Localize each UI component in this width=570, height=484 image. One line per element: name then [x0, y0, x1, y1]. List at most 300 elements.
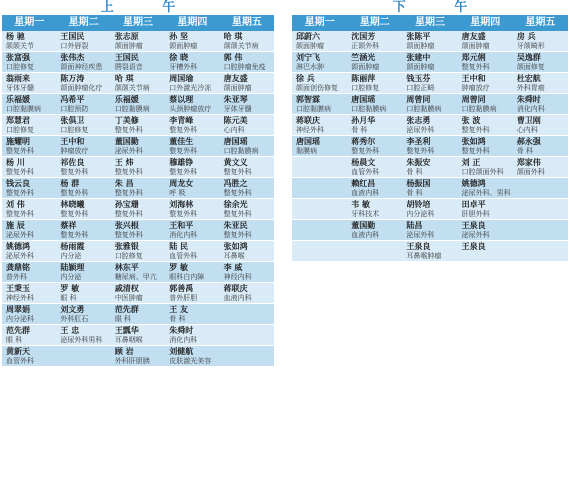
doctor-name-cell: 蒋联庆	[296, 116, 320, 125]
doctor-name-cell: 祁佐良	[60, 158, 85, 167]
specialty-cell: 糖尿病、甲亢	[114, 273, 157, 281]
specialty-cell: 血液内科	[223, 294, 252, 302]
specialty-cell: 牙科技术	[351, 210, 380, 218]
doctor-name-cell: 陈万涛	[60, 74, 85, 83]
doctor-name-cell: 张陈平	[406, 32, 431, 41]
specialty-cell: 肝胆外科	[461, 210, 490, 218]
specialty-row	[2, 126, 274, 135]
doctor-name-cell: 徐 兵	[296, 74, 315, 83]
specialty-cell: 整复外科	[169, 147, 198, 155]
doctor-name-cell: 罗 敏	[169, 263, 189, 272]
specialty-cell: 消化内科	[169, 336, 198, 344]
specialty-cell: 泌尿外科	[461, 231, 490, 239]
specialty-row	[292, 84, 568, 93]
doctor-name-cell: 周翠娟	[6, 305, 30, 314]
doctor-name-cell: 周龙女	[169, 179, 194, 188]
specialty-cell: 整复外科	[114, 168, 143, 176]
specialty-cell: 口腔修复	[6, 126, 34, 134]
specialty-cell	[458, 252, 513, 261]
doctor-name-cell: 钱云良	[6, 179, 30, 188]
morning-table-body	[2, 31, 274, 366]
specialty-cell: 外科胃癌	[516, 84, 545, 92]
doctor-name-cell: 周国瑜	[169, 74, 194, 83]
specialty-cell: 口外唇裂	[60, 42, 89, 50]
specialty-cell: 耳鼻咽喉	[114, 336, 143, 344]
doctor-name-cell: 郝永强	[516, 137, 541, 146]
doctor-name-cell: 陈丽萍	[351, 74, 376, 83]
specialty-cell: 肿瘤放疗	[60, 147, 89, 155]
doctor-name-cell: 张如鸿	[461, 137, 486, 146]
specialty-cell	[220, 357, 274, 366]
doctor-name-row	[2, 199, 274, 210]
doctor-name-cell: 郑慧君	[6, 116, 30, 125]
specialty-cell: 血液内科	[351, 189, 380, 197]
doctor-name-cell	[292, 178, 347, 189]
doctor-name-cell: 陆 民	[169, 242, 189, 251]
doctor-name-cell: 翁雨来	[6, 74, 30, 83]
doctor-name-row	[2, 283, 274, 294]
doctor-name-cell: 唐国瑶	[223, 137, 248, 146]
doctor-name-cell: 杨 川	[6, 158, 25, 167]
specialty-cell: 血管外科	[6, 357, 34, 365]
doctor-name-cell: 唐友盛	[223, 74, 248, 83]
doctor-name-cell: 朱 昌	[114, 179, 134, 188]
specialty-cell: 整复外科	[461, 63, 490, 71]
doctor-name-cell: 罗 敏	[60, 284, 80, 293]
specialty-row	[292, 126, 568, 135]
specialty-cell: 耳鼻喉	[223, 252, 245, 260]
specialty-cell: 颌颌关节	[6, 42, 34, 50]
specialty-cell: 眼 科	[6, 336, 23, 344]
specialty-cell: 整复外科	[60, 168, 89, 176]
doctor-name-cell: 郭 伟	[223, 53, 243, 62]
doctor-name-cell: 唐国瑶	[296, 137, 320, 146]
doctor-name-cell: 朱亚琴	[223, 95, 248, 104]
doctor-name-cell: 李青峰	[169, 116, 194, 125]
specialty-row	[292, 252, 568, 261]
specialty-cell: 牙颌畸形	[516, 42, 545, 50]
doctor-name-cell: 黄文义	[223, 158, 248, 167]
specialty-cell: 心内科	[516, 126, 538, 134]
header-monday: 星期一	[14, 17, 45, 28]
doctor-name-row	[2, 73, 274, 84]
doctor-name-cell: 郭智霖	[296, 95, 320, 104]
doctor-name-cell: 唐友盛	[461, 32, 486, 41]
specialty-cell: 整复外科	[351, 147, 380, 155]
doctor-name-cell: 张富强	[6, 53, 30, 62]
doctor-name-cell: 钱玉芬	[406, 74, 431, 83]
specialty-cell: 肿瘤放疗	[461, 84, 490, 92]
specialty-row	[2, 63, 274, 72]
specialty-cell: 口腔颌面外科	[461, 168, 504, 176]
doctor-name-row	[292, 31, 568, 42]
specialty-cell: 颌颌关节病	[114, 84, 150, 92]
specialty-cell: 颌颌关节病	[223, 42, 259, 50]
doctor-name-cell: 王泉良	[461, 221, 486, 230]
doctor-name-cell: 郑元俐	[461, 53, 486, 62]
specialty-cell: 骨 科	[351, 126, 368, 134]
doctor-name-row	[2, 115, 274, 126]
specialty-row	[292, 231, 568, 240]
specialty-cell: 整复外科	[60, 231, 89, 239]
doctor-name-cell: 王国民	[114, 53, 139, 62]
specialty-cell: 血管外科	[169, 252, 198, 260]
specialty-cell: 消化内科	[169, 231, 198, 239]
weekday-header-row	[2, 15, 274, 31]
doctor-name-cell	[292, 220, 347, 231]
doctor-name-cell: 杨雨霞	[60, 242, 85, 251]
specialty-row	[2, 168, 274, 177]
doctor-name-cell: 邱蔚六	[296, 32, 320, 41]
specialty-row	[2, 147, 274, 156]
doctor-name-cell: 张伟杰	[60, 53, 85, 62]
doctor-name-cell: 吴逸群	[516, 53, 541, 62]
doctor-name-cell: 林东平	[114, 263, 139, 272]
doctor-name-cell: 王和平	[169, 221, 194, 230]
specialty-cell	[292, 252, 347, 261]
doctor-name-cell: 哈 琪	[223, 32, 243, 41]
doctor-name-cell: 王泉良	[406, 242, 431, 251]
doctor-name-cell	[292, 199, 347, 210]
doctor-name-cell: 唐国瑶	[351, 95, 376, 104]
specialty-cell: 中医肿瘤	[114, 294, 143, 302]
specialty-cell: 内分泌	[60, 273, 82, 281]
specialty-row	[2, 189, 274, 198]
specialty-row	[2, 210, 274, 219]
doctor-name-cell: 蔡以理	[169, 95, 194, 104]
header-monday: 星期一	[304, 17, 335, 28]
doctor-name-cell: 张 波	[461, 116, 481, 125]
specialty-cell: 口腔修复	[6, 63, 34, 71]
afternoon-table-body	[292, 31, 568, 261]
doctor-name-cell: 徐余光	[223, 200, 248, 209]
doctor-name-cell	[513, 220, 568, 231]
specialty-cell	[513, 210, 568, 219]
session-title-afternoon: 下 午	[392, 0, 490, 15]
specialty-cell: 眼 科	[60, 294, 77, 302]
doctor-name-cell: 张雅银	[114, 242, 139, 251]
doctor-name-cell: 姚德鸿	[6, 242, 30, 251]
specialty-cell: 正颌外科	[351, 42, 380, 50]
specialty-cell: 普外科	[6, 273, 27, 281]
specialty-cell: 泌尿外科	[406, 231, 435, 239]
doctor-name-cell: 李 威	[223, 263, 243, 272]
doctor-name-cell: 张志原	[114, 32, 139, 41]
specialty-row	[2, 357, 274, 366]
doctor-name-cell: 王国民	[60, 32, 85, 41]
doctor-name-cell: 哈 琪	[114, 74, 134, 83]
specialty-cell: 口腔修复	[60, 126, 89, 134]
header-wednesday: 星期三	[123, 17, 154, 28]
specialty-cell	[292, 231, 347, 240]
doctor-name-cell: 杨晨文	[351, 158, 376, 167]
doctor-name-cell: 王中和	[461, 74, 486, 83]
specialty-cell: 血液内科	[351, 231, 380, 239]
specialty-cell	[56, 357, 110, 366]
specialty-cell	[292, 210, 347, 219]
doctor-name-cell: 王 炜	[114, 158, 134, 167]
specialty-cell: 牙体牙髓	[6, 84, 34, 92]
doctor-name-cell: 韦 敏	[351, 200, 370, 209]
specialty-cell: 泌尿外科	[6, 231, 34, 239]
header-friday: 星期五	[525, 17, 556, 28]
doctor-name-cell: 施耀明	[6, 137, 30, 146]
doctor-name-cell: 朱亚民	[223, 221, 248, 230]
doctor-name-row	[2, 262, 274, 273]
doctor-name-cell: 张俱卫	[60, 116, 85, 125]
doctor-name-row	[2, 94, 274, 105]
header-tuesday: 星期二	[359, 17, 390, 28]
doctor-name-cell: 杨 群	[60, 179, 80, 188]
specialty-cell: 眼 科	[114, 315, 132, 323]
specialty-cell: 整复外科	[6, 168, 34, 176]
specialty-cell: 神经内科	[223, 273, 252, 281]
specialty-cell: 整复外科	[169, 168, 198, 176]
specialty-cell: 整复外科	[114, 231, 143, 239]
doctor-name-cell: 陆昌	[406, 221, 423, 230]
specialty-cell: 心内科	[223, 126, 245, 134]
specialty-cell: 颌面肿瘤	[169, 42, 198, 50]
doctor-name-cell	[513, 178, 568, 189]
doctor-name-cell: 周曾同	[461, 95, 486, 104]
specialty-row	[292, 210, 568, 219]
specialty-cell: 口腔黏膜病	[114, 105, 150, 113]
specialty-row	[2, 294, 274, 303]
specialty-cell: 口腔黏膜病	[351, 105, 387, 113]
specialty-row	[2, 105, 274, 114]
specialty-cell	[220, 315, 274, 324]
doctor-name-cell: 刘健航	[169, 347, 194, 356]
doctor-name-row	[2, 220, 274, 231]
doctor-name-cell: 陈元美	[223, 116, 248, 125]
specialty-cell: 颌面创伤修复	[296, 84, 338, 92]
specialty-cell	[513, 231, 568, 240]
specialty-cell: 泌尿外科男科	[60, 336, 103, 344]
doctor-name-row	[2, 136, 274, 147]
specialty-cell: 口腔正畸	[406, 84, 435, 92]
doctor-name-cell: 田卓平	[461, 200, 486, 209]
doctor-name-cell: 沈国芳	[351, 32, 376, 41]
doctor-name-cell: 姚德鸿	[461, 179, 486, 188]
doctor-name-cell: 董国勤	[114, 137, 139, 146]
doctor-name-cell: 朱振安	[406, 158, 431, 167]
specialty-cell	[513, 252, 568, 261]
doctor-name-cell: 曹卫刚	[516, 116, 541, 125]
specialty-cell: 耳鼻喉肿瘤	[406, 252, 442, 260]
specialty-cell: 神经外科	[296, 126, 324, 134]
doctor-name-cell	[220, 325, 274, 336]
specialty-cell: 消化内科	[516, 105, 545, 113]
header-thursday: 星期四	[177, 17, 208, 28]
doctor-name-cell: 刘海林	[169, 200, 194, 209]
doctor-name-cell: 王中和	[60, 137, 85, 146]
doctor-name-cell: 杨振国	[406, 179, 431, 188]
specialty-row	[2, 336, 274, 345]
specialty-cell: 口腔黏膜病	[6, 105, 41, 113]
specialty-cell: 头颈肿瘤放疗	[169, 105, 212, 113]
specialty-cell: 泌尿外科	[6, 252, 34, 260]
doctor-name-cell	[292, 157, 347, 168]
specialty-cell: 口腔修复	[351, 84, 380, 92]
specialty-cell: 整复外科	[223, 210, 252, 218]
specialty-row	[292, 105, 568, 114]
doctor-name-cell: 黄新天	[6, 347, 30, 356]
specialty-cell: 整复外科	[6, 210, 34, 218]
specialty-cell	[220, 336, 274, 345]
doctor-name-row	[292, 199, 568, 210]
specialty-cell	[513, 189, 568, 198]
specialty-cell: 整复外科	[223, 231, 252, 239]
specialty-row	[2, 273, 274, 282]
specialty-cell: 血管外科	[351, 168, 380, 176]
specialty-cell: 泌尿外科	[114, 147, 143, 155]
doctor-name-cell: 蒋联庆	[223, 284, 248, 293]
doctor-name-cell: 杜宏航	[516, 74, 541, 83]
doctor-name-cell: 张志勇	[406, 116, 431, 125]
doctor-name-cell	[513, 241, 568, 252]
doctor-name-row	[2, 157, 274, 168]
doctor-name-row	[292, 115, 568, 126]
specialty-row	[2, 252, 274, 261]
specialty-cell: 整复外科	[114, 189, 143, 197]
specialty-cell: 口腔黏膜病	[461, 105, 497, 113]
specialty-cell: 普外肝胆	[169, 294, 198, 302]
specialty-cell: 颌面修复	[516, 63, 545, 71]
specialty-cell: 颌面外科	[516, 168, 545, 176]
doctor-name-cell: 王泉良	[461, 242, 486, 251]
specialty-cell: 口腔修复	[114, 252, 143, 260]
specialty-cell: 口腔黏膜病	[296, 105, 331, 113]
doctor-name-row	[292, 178, 568, 189]
specialty-row	[2, 42, 274, 51]
header-friday: 星期五	[231, 17, 262, 28]
specialty-cell: 口腔预防	[60, 105, 89, 113]
doctor-name-row	[292, 157, 568, 168]
specialty-cell: 骨 科	[406, 189, 423, 197]
doctor-name-row	[292, 241, 568, 252]
doctor-name-cell: 范先群	[114, 305, 139, 314]
doctor-name-cell: 蒋秀尔	[351, 137, 376, 146]
doctor-name-row	[292, 220, 568, 231]
specialty-row	[2, 315, 274, 324]
specialty-cell: 黏膜病	[296, 147, 317, 155]
specialty-cell: 泌尿外科	[406, 126, 435, 134]
specialty-cell: 呼 吸	[169, 189, 186, 197]
specialty-cell: 牙体牙髓	[223, 105, 252, 113]
specialty-cell: 颌面肿瘤	[114, 42, 143, 50]
doctor-name-cell: 范先群	[6, 326, 30, 335]
header-thursday: 星期四	[470, 17, 501, 28]
specialty-cell: 颌面肿瘤	[351, 63, 380, 71]
doctor-name-row	[292, 73, 568, 84]
doctor-name-cell: 郭善禹	[169, 284, 194, 293]
morning-schedule	[2, 0, 274, 367]
doctor-name-cell: 董国勤	[351, 221, 376, 230]
specialty-cell: 整复外科	[60, 210, 89, 218]
specialty-cell: 牙槽外科	[169, 63, 198, 71]
doctor-name-cell: 王瓢华	[114, 326, 139, 335]
doctor-name-row	[2, 241, 274, 252]
specialty-cell: 颌面肿瘤	[296, 42, 324, 50]
specialty-cell: 整复外科	[223, 168, 252, 176]
specialty-cell: 颌面肿瘤	[461, 42, 490, 50]
specialty-cell	[292, 189, 347, 198]
specialty-cell: 整复外科	[169, 126, 198, 134]
doctor-name-cell	[292, 241, 347, 252]
doctor-name-row	[292, 136, 568, 147]
specialty-cell: 整复外科	[6, 189, 34, 197]
specialty-cell: 颌面肿瘤	[406, 42, 435, 50]
doctor-name-cell: 张建中	[406, 53, 431, 62]
doctor-name-cell: 竺涵光	[351, 53, 376, 62]
doctor-name-cell: 丁美修	[114, 116, 139, 125]
specialty-cell: 内分泌科	[406, 210, 435, 218]
specialty-cell: 整复外科	[223, 189, 252, 197]
specialty-cell: 整复外科	[169, 210, 198, 218]
doctor-name-row	[2, 178, 274, 189]
header-tuesday: 星期二	[68, 17, 99, 28]
specialty-row	[2, 231, 274, 240]
specialty-cell: 颌面肿瘤	[406, 63, 435, 71]
specialty-cell: 骨 科	[516, 147, 534, 155]
doctor-name-cell: 施 辰	[6, 221, 25, 230]
specialty-row	[292, 147, 568, 156]
specialty-cell: 皮肤激光美容	[169, 357, 212, 365]
specialty-cell	[292, 168, 347, 177]
specialty-cell: 外科肝胆胰	[114, 357, 150, 365]
specialty-cell: 颌面肿瘤	[223, 84, 252, 92]
specialty-row	[292, 168, 568, 177]
doctor-name-cell: 刘 正	[461, 158, 481, 167]
doctor-name-cell: 刘 伟	[6, 200, 25, 209]
specialty-cell: 整复外科	[406, 147, 435, 155]
doctor-name-row	[292, 94, 568, 105]
doctor-name-cell: 穆雄铮	[169, 158, 194, 167]
specialty-cell: 整复外科	[6, 147, 34, 155]
specialty-cell: 口腔肿瘤免疫	[223, 63, 266, 71]
doctor-name-cell: 孙宝珊	[114, 200, 139, 209]
doctor-name-cell: 张如鸿	[223, 242, 248, 251]
specialty-cell: 内分泌科	[6, 315, 34, 323]
specialty-cell: 外科肛石	[60, 315, 89, 323]
doctor-name-cell: 赖红昌	[351, 179, 376, 188]
specialty-cell: 口腔黏膜病	[223, 147, 259, 155]
specialty-row	[292, 189, 568, 198]
doctor-name-cell: 房 兵	[516, 32, 536, 41]
doctor-name-row	[2, 304, 274, 315]
doctor-name-cell	[347, 241, 402, 252]
specialty-cell	[347, 252, 402, 261]
doctor-name-cell: 顾 岩	[114, 347, 134, 356]
doctor-name-cell: 张兴根	[114, 221, 139, 230]
doctor-name-cell: 徐 晓	[169, 53, 189, 62]
doctor-name-cell: 刘文勇	[60, 305, 85, 314]
doctor-name-cell	[220, 346, 274, 357]
doctor-name-cell: 周曾同	[406, 95, 431, 104]
specialty-cell: 口腔黏膜病	[406, 105, 442, 113]
doctor-name-cell: 李圣利	[406, 137, 431, 146]
doctor-name-cell	[56, 346, 110, 357]
doctor-name-cell: 郑家伟	[516, 158, 541, 167]
specialty-cell: 颌面神经疾患	[60, 63, 103, 71]
doctor-name-cell: 蔡祥	[60, 221, 77, 230]
doctor-name-cell: 戚清权	[114, 284, 139, 293]
afternoon-schedule	[292, 0, 568, 262]
specialty-cell: 淋巴水肿	[296, 63, 324, 71]
specialty-cell: 整复外科	[461, 147, 490, 155]
doctor-name-cell: 乐福媛	[114, 95, 139, 104]
doctor-name-cell: 王秉玉	[6, 284, 30, 293]
